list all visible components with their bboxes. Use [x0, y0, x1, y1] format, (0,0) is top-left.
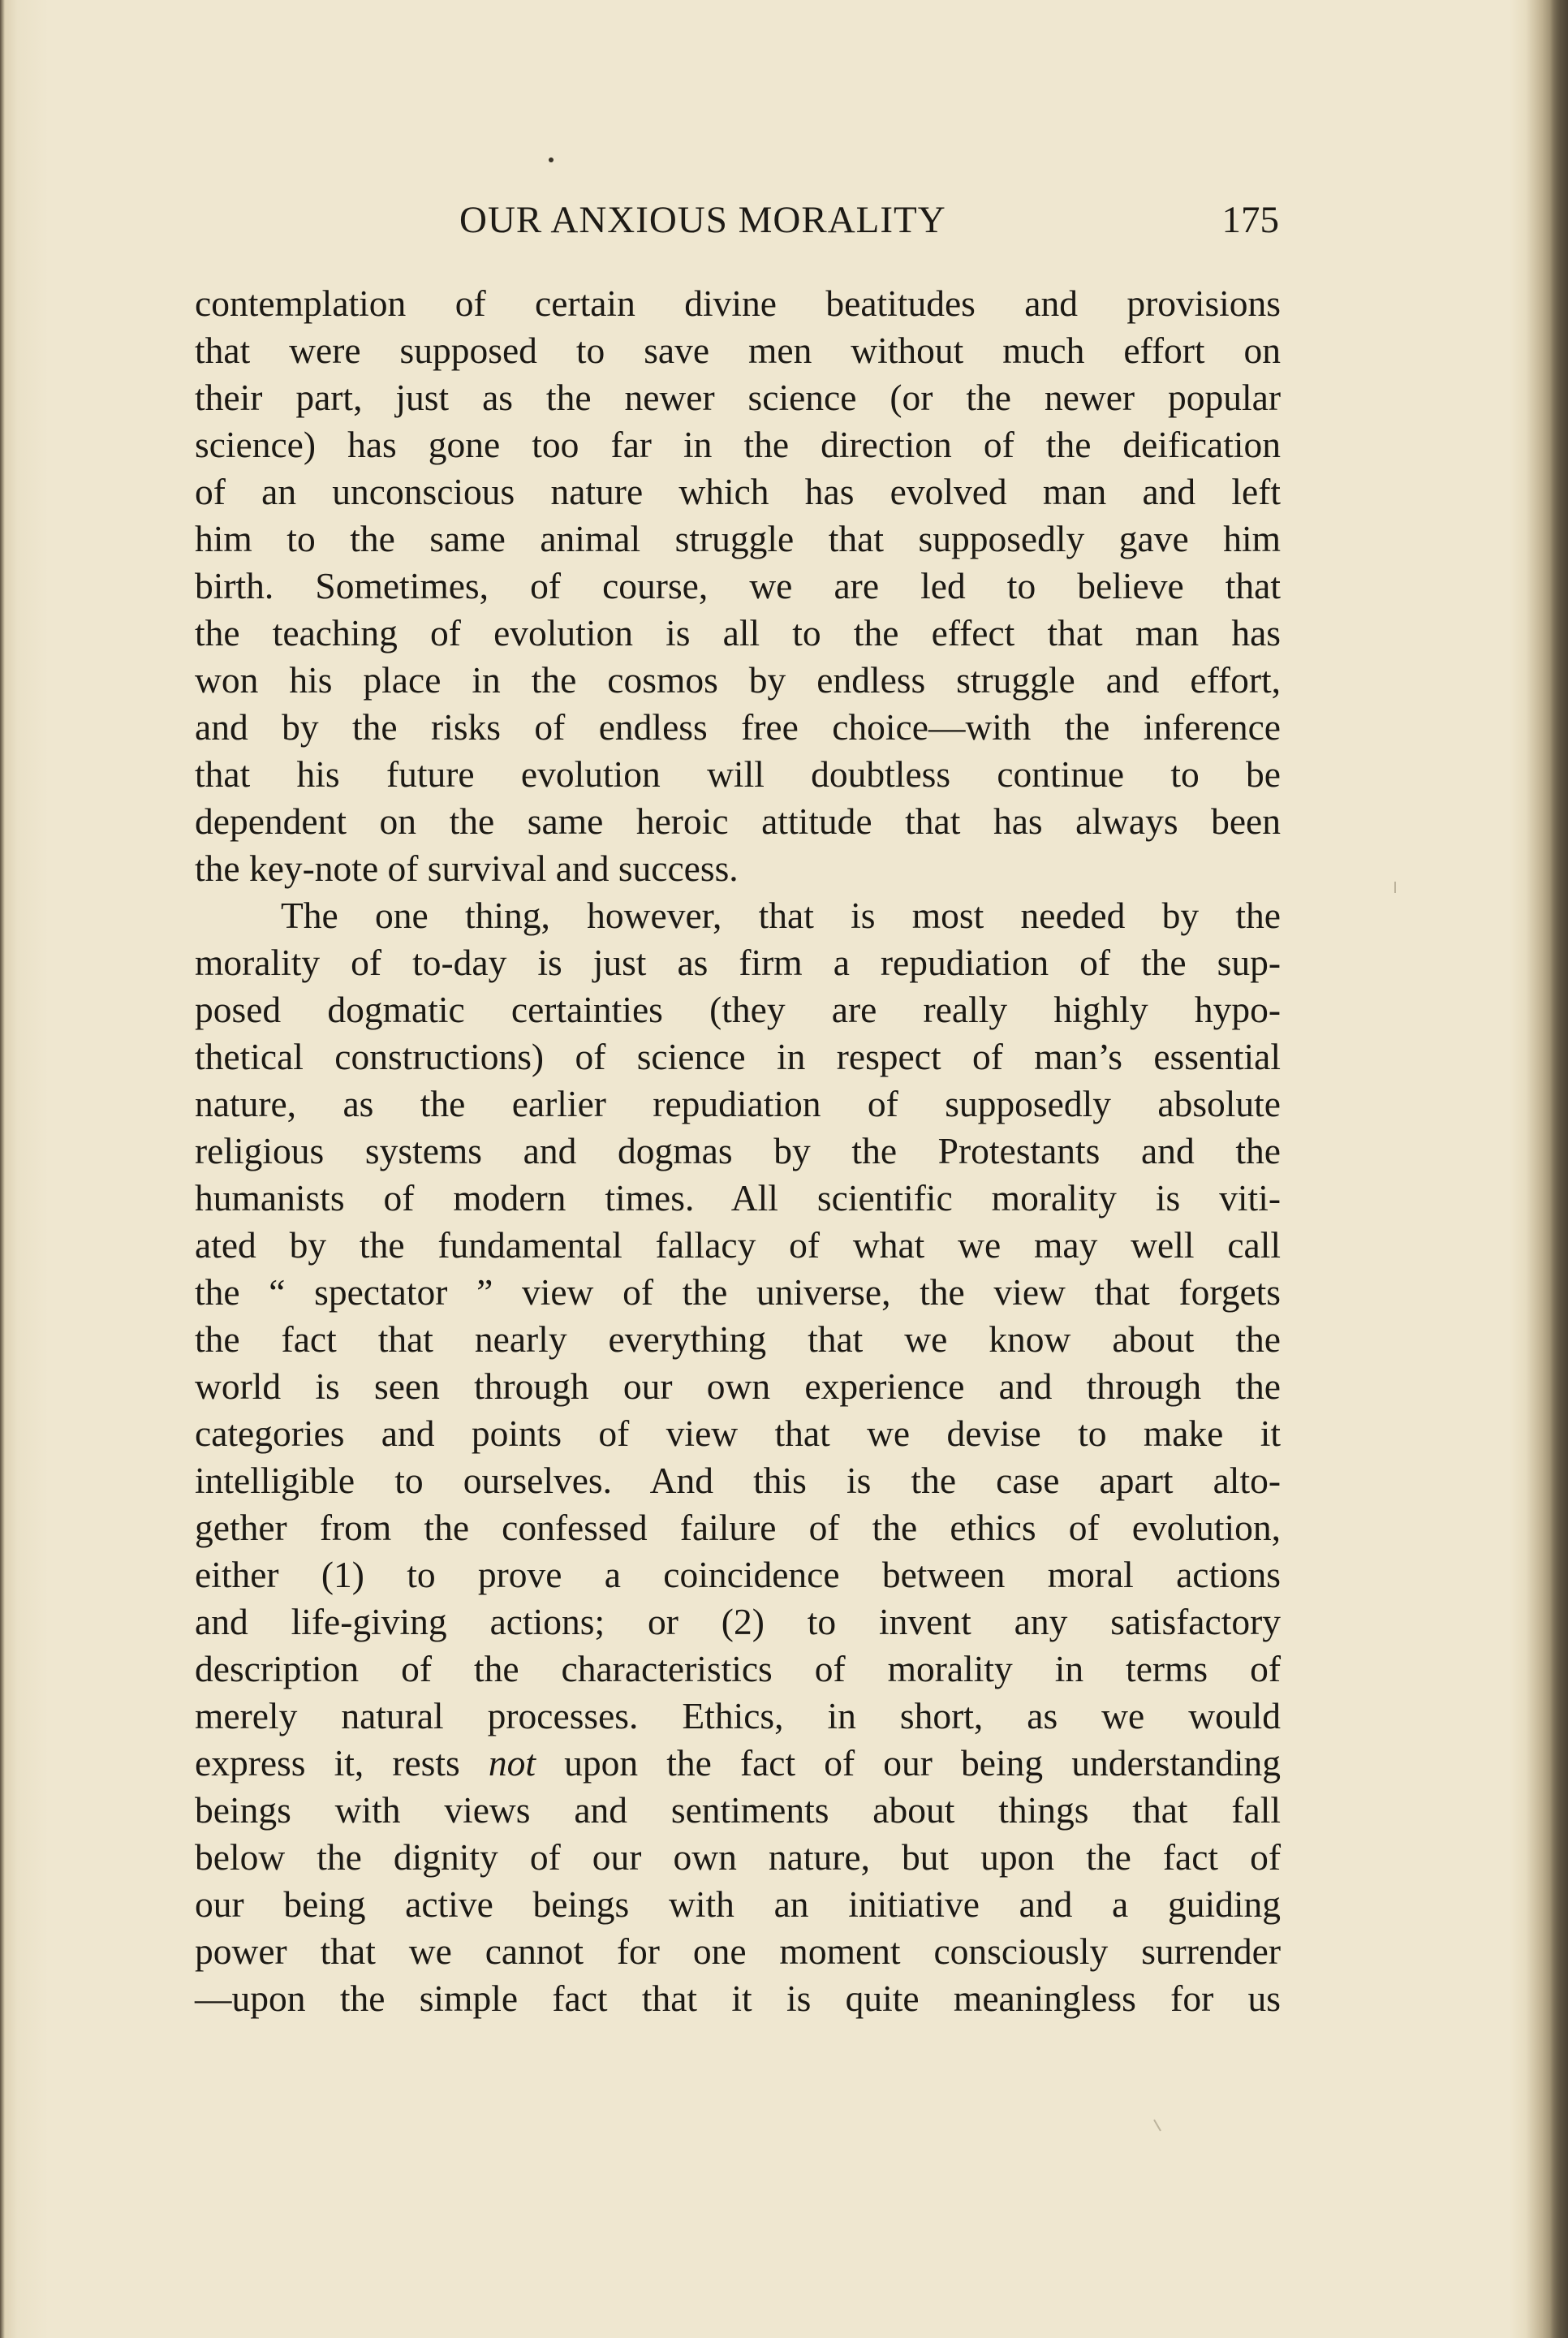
- binding-shadow: [1550, 0, 1568, 2338]
- text-line: the key-note of survival and success.: [195, 848, 739, 889]
- paragraph-2: [195, 892, 1281, 2022]
- text-line: religious systems and dogmas by the Protestants and the: [195, 1130, 1281, 1171]
- text-line: morality of to-day is just as firm a repudiation of the sup-: [195, 942, 1281, 983]
- text-line: of an unconscious nature which has evolved man and left: [195, 471, 1281, 512]
- paper-mark: [1394, 882, 1396, 893]
- text-line: power that we cannot for one moment consciously surrender: [195, 1930, 1281, 1972]
- body-text: [195, 280, 1281, 2022]
- text-line: categories and points of view that we devise to make it: [195, 1413, 1281, 1454]
- text-line: beings with views and sentiments about things that fall: [195, 1789, 1281, 1831]
- italic-word: not: [488, 1742, 536, 1784]
- text-line: thetical constructions) of science in respect of man’s essential: [195, 1036, 1281, 1077]
- text-line: —upon the simple fact that it is quite meaningless for us: [195, 1978, 1281, 2019]
- page-left-edge-shadow: [0, 0, 5, 2338]
- text-fragment: upon the fact of our being understanding: [536, 1742, 1281, 1784]
- text-fragment: express it, rests: [195, 1742, 489, 1784]
- text-line: contemplation of certain divine beatitudes and provisions: [195, 283, 1281, 324]
- text-line: dependent on the same heroic attitude that has always been: [195, 800, 1281, 842]
- page-header: [195, 198, 1279, 247]
- text-line: posed dogmatic certainties (they are really highly hypo-: [195, 989, 1281, 1030]
- text-line: the fact that nearly everything that we know about the: [195, 1318, 1281, 1360]
- text-line: gether from the confessed failure of the ethics of evolution,: [195, 1507, 1281, 1548]
- text-line: birth. Sometimes, of course, we are led to believe that: [195, 565, 1281, 606]
- text-line: the teaching of evolution is all to the effect that man has: [195, 612, 1281, 654]
- text-line: and life-giving actions; or (2) to invent any satisfactory: [195, 1601, 1281, 1642]
- text-line: merely natural processes. Ethics, in short, as we would: [195, 1695, 1281, 1736]
- running-head: OUR ANXIOUS MORALITY: [459, 199, 946, 241]
- text-line: that his future evolution will doubtless continue to be: [195, 753, 1281, 795]
- text-line: him to the same animal struggle that supposedly gave him: [195, 518, 1281, 559]
- text-line: intelligible to ourselves. And this is the case apart alto-: [195, 1460, 1281, 1501]
- text-line: and by the risks of endless free choice—with the inference: [195, 706, 1281, 748]
- text-line: won his place in the cosmos by endless struggle and effort,: [195, 659, 1281, 701]
- text-line: description of the characteristics of morality in terms of: [195, 1648, 1281, 1689]
- text-line: world is seen through our own experience and through the: [195, 1365, 1281, 1407]
- paper-mark: [1153, 2120, 1161, 2132]
- text-line: humanists of modern times. All scientific morality is viti-: [195, 1177, 1281, 1219]
- text-line-with-italic: [195, 1740, 1281, 1787]
- text-line: that were supposed to save men without much effort on: [195, 330, 1281, 371]
- text-line: either (1) to prove a coincidence between moral actions: [195, 1554, 1281, 1595]
- text-line: nature, as the earlier repudiation of supposedly absolute: [195, 1083, 1281, 1124]
- text-line: ated by the fundamental fallacy of what we may well call: [195, 1224, 1281, 1266]
- text-line: science) has gone too far in the direction of the deification: [195, 424, 1281, 465]
- text-line: our being active beings with an initiative and a guiding: [195, 1883, 1281, 1925]
- text-line: The one thing, however, that is most needed by the: [281, 895, 1281, 936]
- page-number: 175: [1221, 199, 1279, 241]
- text-line: the “ spectator ” view of the universe, the view that forgets: [195, 1271, 1281, 1313]
- ink-speck: [549, 157, 554, 162]
- text-line: below the dignity of our own nature, but upon the fact of: [195, 1836, 1281, 1878]
- paragraph-1: [195, 280, 1281, 892]
- text-line: their part, just as the newer science (or the newer popular: [195, 377, 1281, 418]
